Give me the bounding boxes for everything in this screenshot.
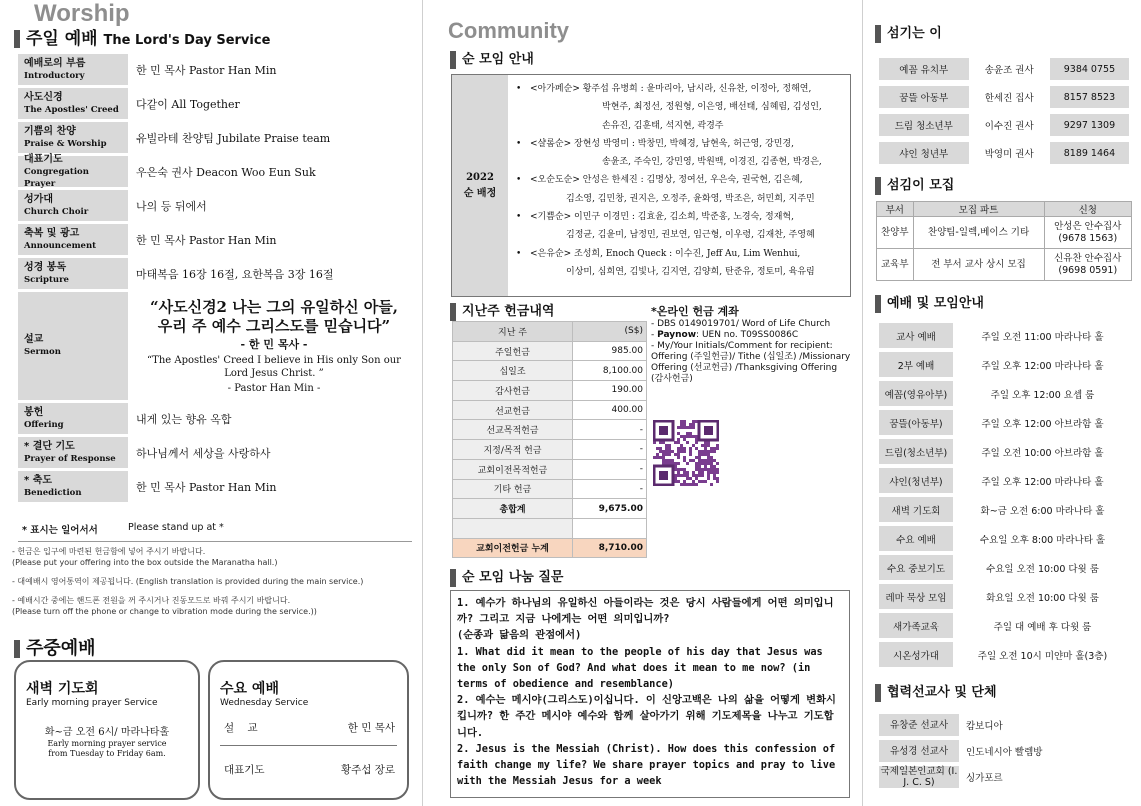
order-row — [18, 403, 412, 434]
volunteer-apply-name: 안성은 안수집사 — [1054, 220, 1122, 232]
group-line: • <아가페순> 황주섭 유병희 : 윤마리아, 남시라, 신유찬, 이정아, 정해연, — [530, 84, 812, 94]
stand-note-ko: * 표시는 일어서서 — [22, 525, 98, 536]
order-label-ko: 성경 봉독 — [24, 261, 67, 273]
servant-dept: 꿈뜰 아동부 — [879, 86, 969, 108]
order-label — [18, 437, 128, 468]
order-label-ko: * 축도 — [24, 474, 53, 486]
order-value: 다같이 All Together — [136, 97, 240, 111]
order-label — [18, 190, 128, 221]
order-label-ko: 기쁨의 찬양 — [24, 125, 76, 137]
qr-code-icon — [653, 420, 719, 486]
volunteer-title: 섬김이 모집 — [887, 178, 955, 193]
meetings-table — [876, 319, 1132, 671]
table-row — [879, 714, 1129, 736]
table-row — [879, 740, 1129, 762]
meeting-time: 주일 오전 11:00 마라나타 홀 — [981, 331, 1104, 343]
question-text: 2. 예수는 메시야(그리스도)이십니다. 이 신앙고백은 나의 삶을 어떻게 변화시킵니까? 한 주간 메시야 예수와 함께 살아가기 위해 기도제목을 나누고 기도합니다. — [457, 694, 836, 739]
offering-amount: - — [573, 479, 647, 499]
midweek-title-text: 주중예배 — [26, 638, 96, 659]
meeting-time: 주일 오후 12:00 요셉 룸 — [990, 389, 1095, 401]
wednesday-row-label: 설 교 — [224, 722, 258, 734]
order-label-ko: 축복 및 광고 — [24, 227, 80, 239]
meeting-name: 레마 묵상 모임 — [879, 584, 953, 609]
table-row — [879, 642, 1129, 667]
group-line: • <은유순> 조성희, Enoch Queck : 이수진, Jeff Au, Lim Wenhui, — [530, 248, 801, 259]
servant-phone: 9297 1309 — [1050, 114, 1129, 136]
table-row — [453, 381, 647, 401]
online-offering-line: - My/Your Initials/Comment for recipient: Offering (주일헌금)/ Tithe (십일조) /Missionary Offering (선교헌금) /Thanksgiving Offering (감사헌금) — [651, 341, 851, 384]
table-row — [879, 468, 1129, 493]
dawn-time-en-2: from Tuesday to Friday 6am. — [48, 749, 166, 758]
wednesday-row-label: 대표기도 — [224, 764, 265, 776]
missions-title: 협력선교사 및 단체 — [887, 685, 997, 700]
header-bar — [875, 177, 881, 195]
servant-phone: 8189 1464 — [1050, 142, 1129, 164]
table-row — [453, 518, 647, 538]
table-row — [879, 613, 1129, 638]
order-label-en: Congregation Prayer — [24, 166, 89, 189]
order-label-en: Praise & Worship — [24, 138, 107, 149]
offering-label: 십일조 — [453, 361, 573, 381]
order-value: 유빌라테 찬양팀 Jubilate Praise team — [136, 131, 331, 145]
offering-amount: 400.00 — [573, 400, 647, 420]
order-label-en: Church Choir — [24, 206, 89, 217]
volunteer-table — [876, 201, 1132, 281]
groups-table — [451, 74, 851, 297]
dawn-time-en-1: Early morning prayer service — [47, 739, 167, 748]
table-row — [453, 400, 647, 420]
offering-label: 지정/목적 헌금 — [453, 440, 573, 460]
notice — [12, 576, 416, 587]
order-label — [18, 258, 128, 289]
table-row — [453, 499, 647, 519]
offering-label: 선교헌금 — [453, 400, 573, 420]
table-row — [879, 114, 1129, 136]
sermon-row — [18, 292, 412, 400]
meeting-name: 2부 예배 — [879, 352, 953, 377]
groups-list — [508, 75, 850, 296]
table-row — [453, 341, 647, 361]
servant-phone: 9384 0755 — [1050, 58, 1129, 80]
order-value: 내게 있는 향유 옥합 — [136, 412, 232, 426]
meeting-name: 예꼼(영유아부) — [879, 381, 953, 406]
missionary-place: 싱가포르 — [966, 773, 1003, 784]
order-value: 한 민 목사 Pastor Han Min — [136, 233, 277, 247]
order-label-en: Announcement — [24, 240, 97, 251]
dawn-title: 새벽 기도회 — [26, 681, 99, 697]
groups-year-cell — [452, 75, 508, 296]
group-line: 박현주, 최정선, 정원형, 이은영, 배선태, 심혜림, 김성인, — [602, 102, 822, 113]
meeting-name: 샤인(청년부) — [879, 468, 953, 493]
question-text: 2. Jesus is the Messiah (Christ). How does this confession of faith change my life? We share prayer topics and pray to live with the Messiah Jesus for a week — [457, 742, 836, 788]
notice-ko: - 예배시간 중에는 핸드폰 전원을 꺼 주시거나 진동모드로 바꿔 주시기 바랍니다. — [12, 596, 291, 605]
missionary-name: 유성경 선교사 — [879, 740, 959, 762]
group-line: • <샬롬순> 장현성 박영미 : 박창민, 박혜경, 남현욱, 허근영, 강민경, — [530, 138, 794, 149]
servant-dept: 샤인 청년부 — [879, 142, 969, 164]
questions-box — [450, 590, 850, 798]
order-row — [18, 437, 412, 468]
wednesday-row — [220, 762, 397, 777]
offering-title: 지난주 헌금내역 — [462, 304, 555, 319]
table-row — [453, 538, 647, 558]
sermon-title-ko-2: 우리 주 예수 그리스도를 믿습니다” — [157, 316, 391, 335]
order-row — [18, 258, 412, 289]
meeting-time: 주일 오전 10:00 아브라함 홀 — [981, 447, 1104, 459]
offering-amount: 985.00 — [573, 341, 647, 361]
paynow-uen: : UEN no. T09SS0086C — [696, 330, 799, 340]
group-item — [516, 135, 844, 172]
dawn-subtitle: Early morning prayer Service — [26, 698, 158, 708]
order-label-ko: 성가대 — [24, 193, 53, 205]
group-line: 손유진, 김훈태, 석지현, 곽경주 — [602, 120, 724, 131]
table-row — [879, 352, 1129, 377]
meeting-time: 수요일 오전 10:00 다윗 룸 — [986, 563, 1099, 575]
sermon-preacher-ko: - 한 민 목사 - — [240, 337, 308, 351]
offering-label: 교회이전목적헌금 — [453, 459, 573, 479]
offering-table — [452, 321, 647, 558]
table-row — [879, 381, 1129, 406]
groups-year: 2022 — [466, 171, 494, 183]
offering-amount: - — [573, 459, 647, 479]
question-text: 1. What did it mean to the people of his day that Jesus was the only Son of God? And what does it mean to me now? (in terms of obedience and resemblance) — [457, 645, 823, 691]
group-item — [516, 208, 844, 245]
offering-cumulative-amount: 8,710.00 — [573, 538, 647, 558]
table-row — [877, 217, 1132, 249]
empty-cell — [453, 518, 573, 538]
order-value: 우은숙 권사 Deacon Woo Eun Suk — [136, 165, 316, 179]
order-label — [18, 54, 128, 85]
volunteer-apply — [1044, 217, 1131, 249]
servant-dept: 드림 청소년부 — [879, 114, 969, 136]
volunteer-dept: 찬양부 — [877, 217, 914, 249]
empty-cell — [573, 518, 647, 538]
group-line: 김정균, 김윤미, 남정민, 권보연, 임근형, 이우령, 김재찬, 주영혜 — [566, 230, 815, 241]
midweek-title — [14, 634, 96, 660]
order-label — [18, 471, 128, 502]
worship-title-ko: 주일 예배 — [26, 29, 98, 49]
sermon-title-ko-1: “사도신경2 나는 그의 유일하신 아들, — [149, 297, 399, 316]
community-section-word: Community — [448, 18, 569, 43]
volunteer-apply-phone: (9698 0591) — [1058, 264, 1118, 276]
stand-note-en: Please stand up at * — [128, 522, 224, 533]
notice-ko: - 헌금은 입구에 마련된 헌금함에 넣어 주시기 바랍니다. — [12, 547, 206, 556]
table-row — [453, 479, 647, 499]
order-value: 하나님께서 세상을 사랑하사 — [136, 446, 271, 460]
volunteer-dept: 교육부 — [877, 249, 914, 281]
group-line: • <기쁨순> 이민구 이경민 : 김효윤, 김소희, 박준홍, 노경숙, 정재혁, — [530, 212, 794, 223]
meeting-time: 수요일 오후 8:00 마라나타 홀 — [979, 534, 1106, 546]
table-row — [453, 420, 647, 440]
notice-en: (Please put your offering into the box outside the Maranatha hall.) — [12, 558, 278, 567]
table-row — [453, 459, 647, 479]
order-of-service — [18, 54, 412, 505]
sermon-block — [128, 292, 412, 400]
table-row — [879, 555, 1129, 580]
meeting-time: 주일 대 예배 후 다윗 룸 — [993, 621, 1092, 633]
meeting-name: 교사 예배 — [879, 323, 953, 348]
order-label-en: Benediction — [24, 487, 82, 498]
wednesday-title: 수요 예배 — [220, 681, 279, 697]
meeting-name: 수요 예배 — [879, 526, 953, 551]
wednesday-row-value: 황주섭 장로 — [340, 764, 395, 776]
meeting-name: 수요 중보기도 — [879, 555, 953, 580]
sermon-title-en: “The Apostles' Creed I believe in His only Son our Lord Jesus Christ. ” — [147, 354, 401, 379]
worship-title-en: The Lord's Day Service — [103, 33, 271, 48]
offering-label: 주일헌금 — [453, 341, 573, 361]
order-label-ko: 사도신경 — [24, 91, 63, 103]
servant-name: 이수진 권사 — [984, 121, 1034, 132]
order-label-ko: 예배로의 부름 — [24, 57, 86, 69]
order-row — [18, 224, 412, 255]
servant-name: 송윤조 권사 — [984, 65, 1034, 76]
offering-col-header: 지난 주 — [453, 322, 573, 342]
paynow-label: Paynow — [657, 330, 697, 340]
order-label-ko: 대표기도 — [24, 153, 63, 165]
meeting-name: 드림(청소년부) — [879, 439, 953, 464]
meeting-time: 주일 오후 12:00 마라나타 홀 — [981, 360, 1104, 372]
order-label-ko: * 결단 기도 — [24, 440, 75, 452]
order-label — [18, 224, 128, 255]
offering-label: 선교목적헌금 — [453, 420, 573, 440]
wednesday-subtitle: Wednesday Service — [220, 698, 309, 708]
order-label-en: Offering — [24, 419, 64, 430]
order-label-en: Introductory — [24, 70, 85, 81]
order-row — [18, 153, 412, 189]
meeting-time: 화~금 오전 6:00 마라나타 홀 — [980, 505, 1105, 517]
volunteer-header — [875, 174, 954, 195]
servant-name: 박영미 권사 — [984, 149, 1034, 160]
missions-header — [875, 681, 997, 702]
question-text: (순종과 닮음의 관점에서) — [457, 629, 582, 642]
order-value: 한 민 목사 Pastor Han Min — [136, 63, 277, 77]
dawn-time-ko: 화~금 오전 6시/ 마라나타홀 — [44, 727, 170, 738]
worship-section-word: Worship — [34, 0, 130, 27]
order-label — [18, 88, 128, 119]
group-item — [516, 245, 844, 282]
groups-label: 순 배정 — [463, 187, 497, 199]
missionary-name: 유창준 선교사 — [879, 714, 959, 736]
offering-amount: - — [573, 420, 647, 440]
volunteer-part: 찬양팀-일렉,베이스 기타 — [913, 217, 1044, 249]
order-label — [18, 292, 128, 400]
notice — [12, 546, 416, 568]
dawn-time — [26, 726, 188, 759]
table-row — [879, 766, 1129, 788]
offering-amount: 190.00 — [573, 381, 647, 401]
order-label-ko: 봉헌 — [24, 406, 44, 418]
table-row — [879, 58, 1129, 80]
notice — [12, 595, 416, 617]
header-bar — [450, 569, 456, 587]
group-line: 김소영, 김민창, 권지은, 오정주, 윤화영, 박조은, 허민희, 지주민 — [566, 193, 815, 204]
question-text: 1. 예수가 하나님의 유일하신 아들이라는 것은 당시 사람들에게 어떤 의미입니까? 그리고 지금 나에게는 어떤 의미입니까? — [457, 597, 834, 626]
header-bar — [450, 303, 456, 321]
header-bar — [14, 30, 20, 48]
missionary-place: 캄보디아 — [966, 721, 1003, 732]
table-row — [879, 323, 1129, 348]
volunteer-col-header: 부서 — [877, 202, 914, 217]
order-label — [18, 122, 128, 153]
wednesday-row-value: 한 민 목사 — [347, 722, 395, 734]
meeting-name: 새가족교육 — [879, 613, 953, 638]
servant-dept: 예꼼 유치부 — [879, 58, 969, 80]
volunteer-col-header: 모집 파트 — [913, 202, 1044, 217]
table-row — [879, 86, 1129, 108]
offering-label: 기타 헌금 — [453, 479, 573, 499]
table-row — [453, 440, 647, 460]
table-row — [879, 410, 1129, 435]
volunteer-part: 전 부서 교사 상시 모집 — [913, 249, 1044, 281]
offering-header — [450, 300, 554, 321]
wednesday-service-box — [208, 660, 409, 800]
offering-total-label: 총합계 — [453, 499, 573, 519]
servants-table — [876, 52, 1132, 170]
group-line: 송윤조, 주숙인, 강민영, 박원백, 이경진, 김종현, 박경은, — [602, 157, 822, 168]
stand-note — [18, 522, 412, 542]
order-label-en: Prayer of Response — [24, 453, 116, 464]
online-offering — [651, 306, 851, 385]
table-row — [879, 526, 1129, 551]
offering-label: 감사헌금 — [453, 381, 573, 401]
table-row — [879, 497, 1129, 522]
table-row — [453, 322, 647, 342]
questions-header — [450, 566, 563, 587]
worship-header — [14, 24, 270, 49]
missionary-name: 국제일본인교회 (I. J. C. S) — [880, 766, 958, 788]
notice-ko: - 대예배시 영어통역이 제공됩니다. (English translation is provided during the main service.) — [12, 577, 364, 586]
volunteer-apply — [1044, 249, 1131, 281]
questions-title: 순 모임 나눔 질문 — [462, 570, 564, 585]
column-divider-1 — [422, 0, 423, 806]
table-row — [879, 142, 1129, 164]
order-row — [18, 471, 412, 502]
header-bar — [875, 295, 881, 313]
online-offering-line: - DBS 0149019701/ Word of Life Church — [651, 319, 831, 329]
groups-header — [450, 48, 534, 69]
volunteer-col-header: 신청 — [1044, 202, 1131, 217]
group-line: 이상미, 심희연, 김빛나, 김지연, 김양희, 탄준유, 정토미, 육유림 — [566, 266, 815, 277]
meeting-time: 화요일 오전 10:00 다윗 룸 — [986, 592, 1099, 604]
meeting-name: 꿈뜰(아동부) — [879, 410, 953, 435]
order-label-ko: 설교 — [24, 334, 44, 345]
servants-header — [875, 22, 942, 43]
offering-amount: 8,100.00 — [573, 361, 647, 381]
servants-title: 섬기는 이 — [887, 26, 942, 41]
table-row — [879, 584, 1129, 609]
wednesday-row — [220, 720, 397, 746]
offering-col-header: (S$) — [573, 322, 647, 342]
meeting-name: 새벽 기도회 — [879, 497, 953, 522]
offering-cumulative-label: 교회이전헌금 누계 — [453, 538, 573, 558]
order-label — [18, 403, 128, 434]
notices — [12, 546, 416, 625]
meeting-time: 주일 오후 12:00 마라나타 홀 — [981, 476, 1104, 488]
meetings-title: 예배 및 모임안내 — [887, 296, 984, 311]
order-label-en: The Apostles' Creed — [24, 104, 119, 115]
order-row — [18, 54, 412, 85]
order-label-en: Scripture — [24, 274, 69, 285]
missionary-place: 인도네시아 빨렘방 — [966, 747, 1043, 758]
meeting-time: 주일 오전 10시 미얀마 홀(3층) — [977, 650, 1108, 662]
meeting-name: 시온성가대 — [879, 642, 953, 667]
missions-table — [876, 710, 1132, 792]
notice-en: (Please turn off the phone or change to vibration mode during the service.)) — [12, 607, 317, 616]
table-row — [453, 361, 647, 381]
servant-phone: 8157 8523 — [1050, 86, 1129, 108]
order-label-en: Sermon — [24, 347, 61, 357]
group-line: • <오순도순> 안성은 한세진 : 김명상, 정여선, 우은숙, 권국현, 김은혜, — [530, 175, 803, 186]
table-row — [877, 202, 1132, 217]
header-bar — [875, 684, 881, 702]
header-bar — [14, 640, 20, 658]
volunteer-apply-phone: (9678 1563) — [1058, 232, 1118, 244]
meeting-time: 주일 오후 12:00 아브라함 홀 — [981, 418, 1104, 430]
dawn-prayer-box — [14, 660, 200, 800]
online-offering-line: - Paynow: UEN no. T09SS0086C — [651, 330, 799, 340]
order-value: 한 민 목사 Pastor Han Min — [136, 480, 277, 494]
sermon-preacher-en: - Pastor Han Min - — [227, 382, 321, 394]
header-bar — [875, 25, 881, 43]
offering-total-amount: 9,675.00 — [573, 499, 647, 519]
groups-title: 순 모임 안내 — [462, 52, 534, 67]
header-bar — [450, 51, 456, 69]
order-value: 마태복음 16장 16절, 요한복음 3장 16절 — [136, 267, 334, 281]
order-label — [18, 153, 128, 189]
table-row — [879, 439, 1129, 464]
online-offering-title: *온라인 헌금 계좌 — [651, 305, 739, 318]
order-value: 나의 등 뒤에서 — [136, 199, 207, 213]
order-row — [18, 88, 412, 119]
volunteer-apply-name: 신유찬 안수집사 — [1054, 252, 1122, 264]
order-row — [18, 122, 412, 153]
servant-name: 한세진 집사 — [984, 93, 1034, 104]
table-row — [877, 249, 1132, 281]
group-item — [516, 171, 844, 208]
offering-amount: - — [573, 440, 647, 460]
meetings-header — [875, 292, 984, 313]
order-row — [18, 190, 412, 221]
group-item — [516, 80, 844, 135]
column-divider-2 — [862, 0, 863, 806]
